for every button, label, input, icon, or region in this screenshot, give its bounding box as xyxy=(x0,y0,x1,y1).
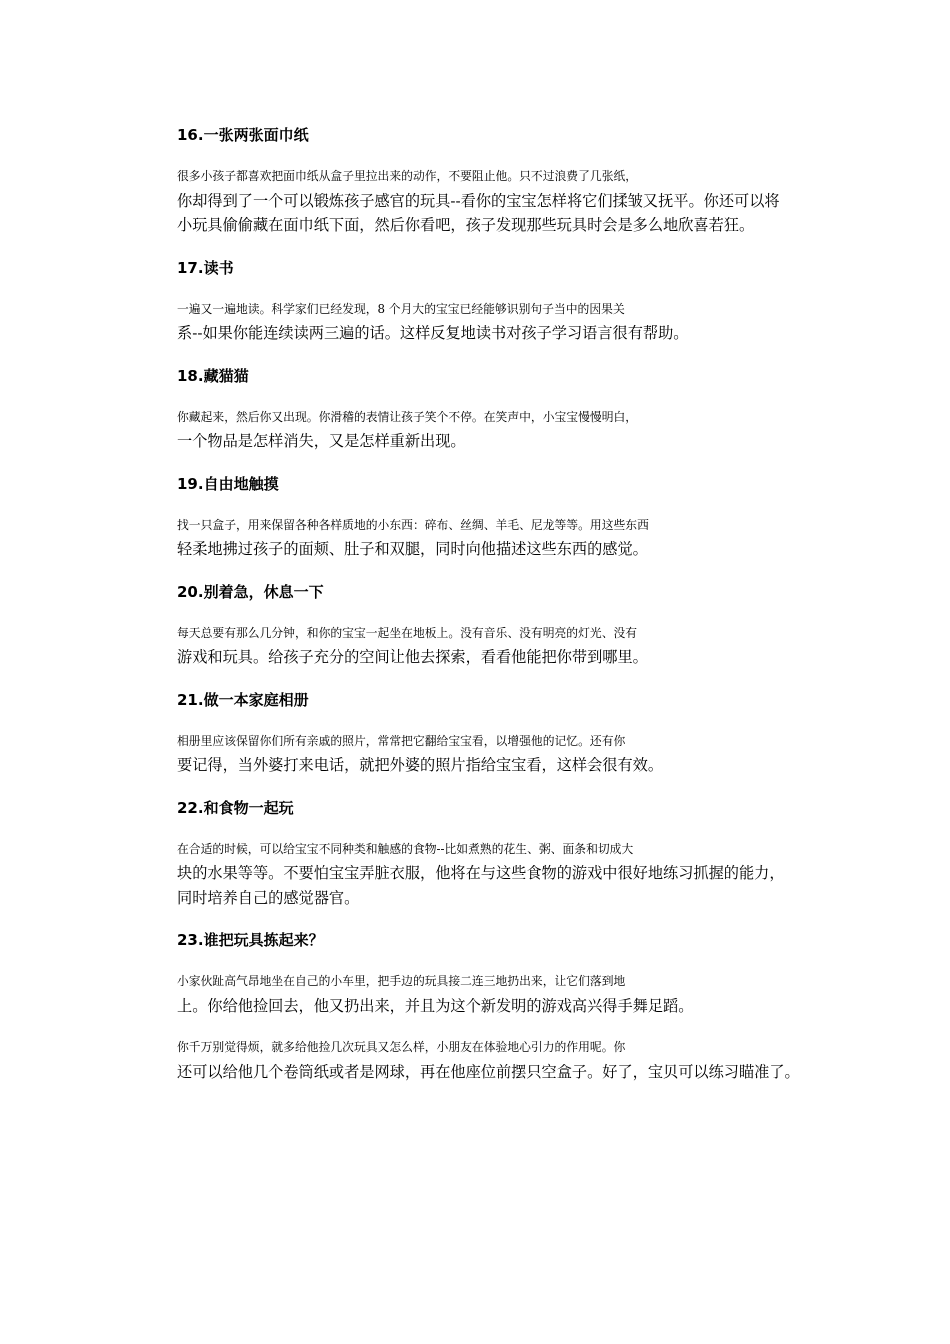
article-section xyxy=(144,687,809,778)
body-paragraph xyxy=(144,969,809,1018)
paragraph-line: 游戏和玩具。给孩子充分的空间让他去探索，看看他能把你带到哪里。 xyxy=(177,648,648,666)
paragraph-line: 一遍又一遍地读。科学家们已经发现，8 个月大的宝宝已经能够识别句子当中的因果关 xyxy=(177,301,625,316)
paragraph-line: 你却得到了一个可以锻炼孩子感官的玩具--看你的宝宝怎样将它们揉皱又抚平。你还可以将 xyxy=(177,191,780,210)
paragraph-line: 上。你给他捡回去，他又扔出来，并且为这个新发明的游戏高兴得手舞足蹈。 xyxy=(177,996,694,1015)
section-heading: 18.藏猫猫 xyxy=(177,366,249,385)
paragraph-line: 还可以给他几个卷筒纸或者是网球，再在他座位前摆只空盒子。好了，宝贝可以练习瞄准了。 xyxy=(177,1062,800,1081)
paragraph-line: 轻柔地拂过孩子的面颊、肚子和双腿，同时向他描述这些东西的感觉。 xyxy=(177,540,648,558)
paragraph-line: 在合适的时候，可以给宝宝不同种类和触感的食物--比如煮熟的花生、粥、面条和切成大 xyxy=(177,841,634,856)
section-heading: 20.别着急，休息一下 xyxy=(177,582,324,601)
article-section xyxy=(144,471,809,562)
paragraph-line: 找一只盒子，用来保留各种各样质地的小东西：碎布、丝绸、羊毛、尼龙等等。用这些东西 xyxy=(177,517,649,532)
paragraph-line: 小家伙趾高气昂地坐在自己的小车里，把手边的玩具接二连三地扔出来，让它们落到地 xyxy=(177,974,626,988)
paragraph-line: 你藏起来，然后你又出现。你滑稽的表情让孩子笑个不停。在笑声中，小宝宝慢慢明白， xyxy=(177,409,638,424)
section-heading: 16.一张两张面巾纸 xyxy=(177,126,309,144)
section-heading: 19.自由地触摸 xyxy=(177,474,279,493)
body-paragraph xyxy=(144,513,809,562)
paragraph-line: 小玩具偷偷藏在面巾纸下面，然后你看吧，孩子发现那些玩具时会是多么地欣喜若狂。 xyxy=(177,216,755,234)
article-body xyxy=(144,122,809,1101)
paragraph-line: 你千万别觉得烦，就多给他捡几次玩具又怎么样，小朋友在体验地心引力的作用呢。你 xyxy=(177,1040,626,1054)
section-heading: 23.谁把玩具拣起来？ xyxy=(177,931,324,949)
paragraph-line: 一个物品是怎样消失，又是怎样重新出现。 xyxy=(177,432,466,450)
paragraph-line: 每天总要有那么几分钟，和你的宝宝一起坐在地板上。没有音乐、没有明亮的灯光、没有 xyxy=(177,625,638,640)
article-section xyxy=(144,927,809,1084)
body-paragraph xyxy=(144,729,809,778)
paragraph-line: 很多小孩子都喜欢把面巾纸从盒子里拉出来的动作，不要阻止他。只不过浪费了几张纸， xyxy=(177,169,638,183)
section-heading: 22.和食物一起玩 xyxy=(177,798,294,817)
paragraph-line: 同时培养自己的感觉器官。 xyxy=(177,888,360,907)
article-section xyxy=(144,122,809,238)
article-section xyxy=(144,255,809,346)
body-paragraph xyxy=(144,297,809,346)
paragraph-line: 块的水果等等。不要怕宝宝弄脏衣服，他将在与这些食物的游戏中很好地练习抓握的能力， xyxy=(177,864,785,882)
body-paragraph xyxy=(144,164,809,238)
body-paragraph xyxy=(144,1035,809,1084)
article-section xyxy=(144,579,809,670)
article-section xyxy=(144,363,809,454)
section-heading: 21.做一本家庭相册 xyxy=(177,690,309,709)
section-heading: 17.读书 xyxy=(177,258,234,277)
body-paragraph xyxy=(144,621,809,670)
body-paragraph xyxy=(144,405,809,454)
paragraph-line: 系--如果你能连续读两三遍的话。这样反复地读书对孩子学习语言很有帮助。 xyxy=(177,324,689,342)
body-paragraph xyxy=(144,837,809,911)
paragraph-line: 要记得，当外婆打来电话，就把外婆的照片指给宝宝看，这样会很有效。 xyxy=(177,756,663,774)
article-section xyxy=(144,795,809,911)
paragraph-line: 相册里应该保留你们所有亲戚的照片，常常把它翻给宝宝看，以增强他的记忆。还有你 xyxy=(177,733,626,748)
